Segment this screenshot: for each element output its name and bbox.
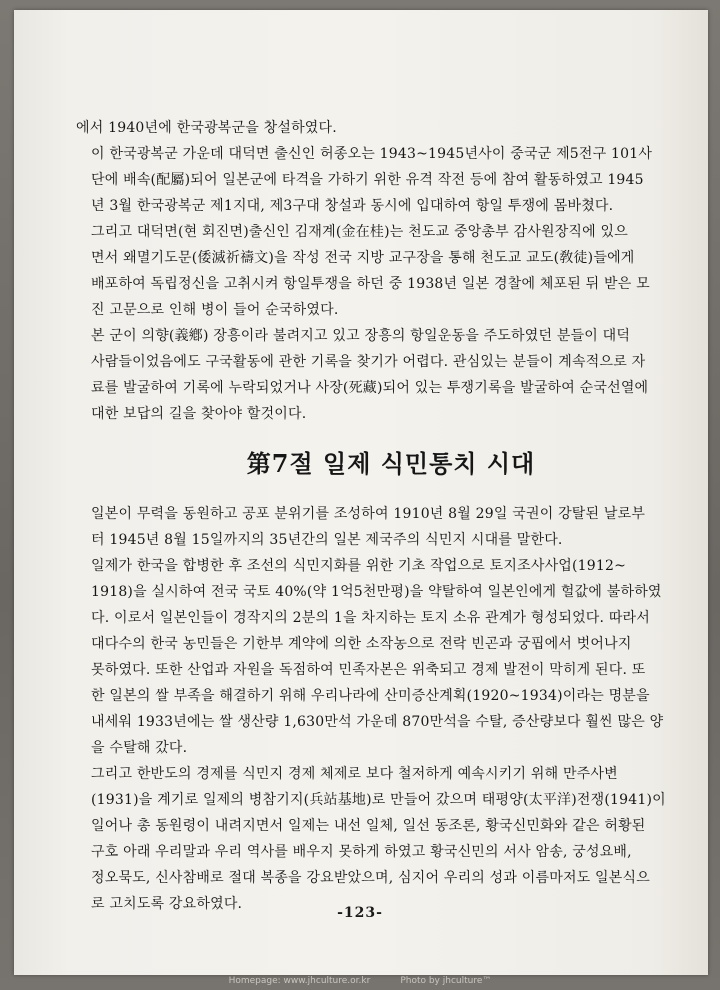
page-content [76,115,706,917]
text-line: 일본이 무력을 동원하고 공포 분위기를 조성하여 1910년 8월 29일 국권이 강탈된 날로부 [91,506,646,522]
text-line: 단에 배속(配屬)되어 일본군에 타격을 가하기 위한 유격 작전 등에 참여 활동하였고 1945 [91,172,644,188]
paragraph [76,141,706,219]
text-line: 대한 보답의 길을 찾아야 할것이다. [91,406,307,422]
text-line: 배포하여 독립정신을 고취시켜 항일투쟁을 하던 중 1938년 일본 경찰에 체포된 뒤 받은 모 [91,276,650,292]
paragraph-group-bottom [76,501,706,917]
text-line: 터 1945년 8월 15일까지의 35년간의 일본 제국주의 식민지 시대를 말한다. [91,532,563,548]
text-line: 대다수의 한국 농민들은 기한부 계약에 의한 소작농으로 전락 빈곤과 궁핍에서 벗어나지 [91,636,632,652]
text-line: (1931)을 계기로 일제의 병참기지(兵站基地)로 만들어 갔으며 태평양(太平洋)전쟁(1941)이 [91,792,666,808]
section-heading: 第7절 일제 식민통치 시대 [246,449,536,478]
paragraph [76,115,706,141]
text-line: 1918)을 실시하여 전국 국토 40%(약 1억5천만평)을 약탈하여 일본인에게 헐값에 불하하였 [91,584,662,600]
paragraph-group-top [76,115,706,427]
text-line: 에서 1940년에 한국광복군을 창설하였다. [76,120,337,136]
paragraph [76,761,706,917]
paragraph [76,501,706,553]
paragraph [76,553,706,761]
text-line: 그리고 한반도의 경제를 식민지 경제 체제로 보다 철저하게 예속시키기 위해 만주사변 [91,766,618,782]
text-line: 년 3월 한국광복군 제1지대, 제3구대 창설과 동시에 입대하여 항일 투쟁에 몸바쳤다. [91,198,614,214]
text-line: 진 고문으로 인해 병이 들어 순국하였다. [91,302,339,318]
text-line: 정오묵도, 신사참배로 절대 복종을 강요받았으며, 심지어 우리의 성과 이름마저도 일본식으 [91,870,650,886]
text-line: 그리고 대덕면(현 회진면)출신인 김재계(金在桂)는 천도교 중앙총부 감사원장직에 있으 [91,224,628,240]
text-line: 이 한국광복군 가운데 대덕면 출신인 허종오는 1943~1945년사이 중국군 제5전구 101사 [91,146,653,162]
text-line: 일제가 한국을 합병한 후 조선의 식민지화를 위한 기초 작업으로 토지조사사업(1912~ [91,558,627,574]
homepage-credit: Homepage: www.jhculture.or.kr [228,976,371,986]
text-line: 한 일본의 쌀 부족을 해결하기 위해 우리나라에 산미증산계획(1920~1934)이라는 명분을 [91,688,650,704]
text-line: 본 군이 의향(義鄕) 장흥이라 불려지고 있고 장흥의 항일운동을 주도하였던 분들이 대덕 [91,328,631,344]
text-line: 사람들이었음에도 구국활동에 관한 기록을 찾기가 어렵다. 관심있는 분들이 계속적으로 자 [91,354,646,370]
text-line: 면서 왜멸기도문(倭滅祈禱文)을 작성 전국 지방 교구장을 통해 천도교 교도(敎徒)들에게 [91,250,635,266]
photo-credit-footer [0,976,720,990]
page-number: -123- [337,905,383,921]
paragraph [76,323,706,427]
text-line: 못하였다. 또한 산업과 자원을 독점하여 민족자본은 위축되고 경제 발전이 막히게 된다. 또 [91,662,646,678]
photo-credit: Photo by jhculture™ [400,976,492,986]
paragraph [76,219,706,323]
text-line: 내세워 1933년에는 쌀 생산량 1,630만석 가운데 870만석을 수탈, 증산량보다 훨씬 많은 양 [91,714,664,730]
text-line: 료를 발굴하여 기록에 누락되었거나 사장(死藏)되어 있는 투쟁기록을 발굴하여 순국선열에 [91,380,649,396]
text-line: 다. 이로서 일본인들이 경작지의 2분의 1을 차지하는 토지 소유 관계가 형성되었다. 따라서 [91,610,651,626]
text-line: 로 고치도록 강요하였다. [91,896,243,912]
text-line: 을 수탈해 갔다. [91,740,188,756]
text-line: 일어나 총 동원령이 내려지면서 일제는 내선 일체, 일선 동조론, 황국신민화와 같은 허황된 [91,818,646,834]
text-line: 구호 아래 우리말과 우리 역사를 배우지 못하게 하였고 황국신민의 서사 암송, 궁성요배, [91,844,632,860]
